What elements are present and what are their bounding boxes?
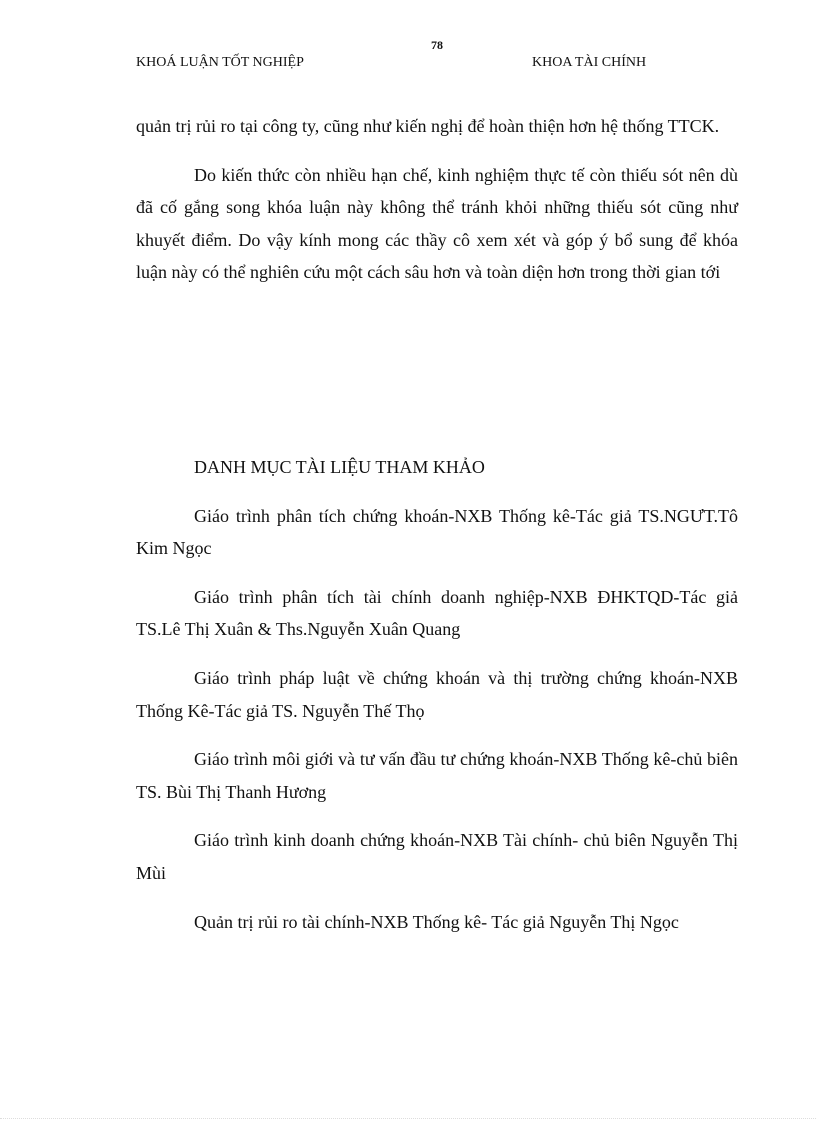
conclusion-paragraph: Do kiến thức còn nhiều hạn chế, kinh nghiệm thực tế còn thiếu sót nên dù đã cố gắng song khóa luận này không thể tránh khỏi những thiếu sót cũng như khuyết điểm. Do vậy kính mong các thầy cô xem xét và góp ý bổ sung để khóa luận này có thể nghiên cứu một cách sâu hơn và toàn diện hơn trong thời gian tới bbox=[136, 164, 738, 283]
reference-item: Giáo trình phân tích tài chính doanh nghiệp-NXB ĐHKTQD-Tác giả TS.Lê Thị Xuân & Ths.Nguyễn Xuân Quang bbox=[136, 586, 738, 640]
page-number: 78 bbox=[431, 38, 443, 52]
reference-item: Giáo trình kinh doanh chứng khoán-NXB Tài chính- chủ biên Nguyễn Thị Mùi bbox=[136, 830, 738, 883]
page-content bbox=[136, 110, 738, 954]
reference-item: Quản trị rủi ro tài chính-NXB Thống kê- Tác giả Nguyễn Thị Ngọc bbox=[194, 911, 679, 932]
header-right-title: KHOA TÀI CHÍNH bbox=[532, 55, 647, 70]
reference-item: Giáo trình môi giới và tư vấn đầu tư chứng khoán-NXB Thống kê-chủ biên TS. Bùi Thị Thanh Hương bbox=[136, 749, 738, 802]
reference-item: Giáo trình phân tích chứng khoán-NXB Thống kê-Tác giả TS.NGƯT.Tô Kim Ngọc bbox=[136, 505, 738, 559]
header-left-title: KHOÁ LUẬN TỐT NGHIỆP bbox=[136, 55, 304, 70]
references-heading: DANH MỤC TÀI LIỆU THAM KHẢO bbox=[194, 456, 485, 477]
reference-item: Giáo trình pháp luật về chứng khoán và thị trường chứng khoán-NXB Thống Kê-Tác giả TS. Nguyễn Thế Thọ bbox=[136, 667, 738, 721]
page-bottom-divider bbox=[0, 1118, 816, 1119]
intro-paragraph: quản trị rủi ro tại công ty, cũng như kiến nghị để hoàn thiện hơn hệ thống TTCK. bbox=[136, 116, 720, 136]
